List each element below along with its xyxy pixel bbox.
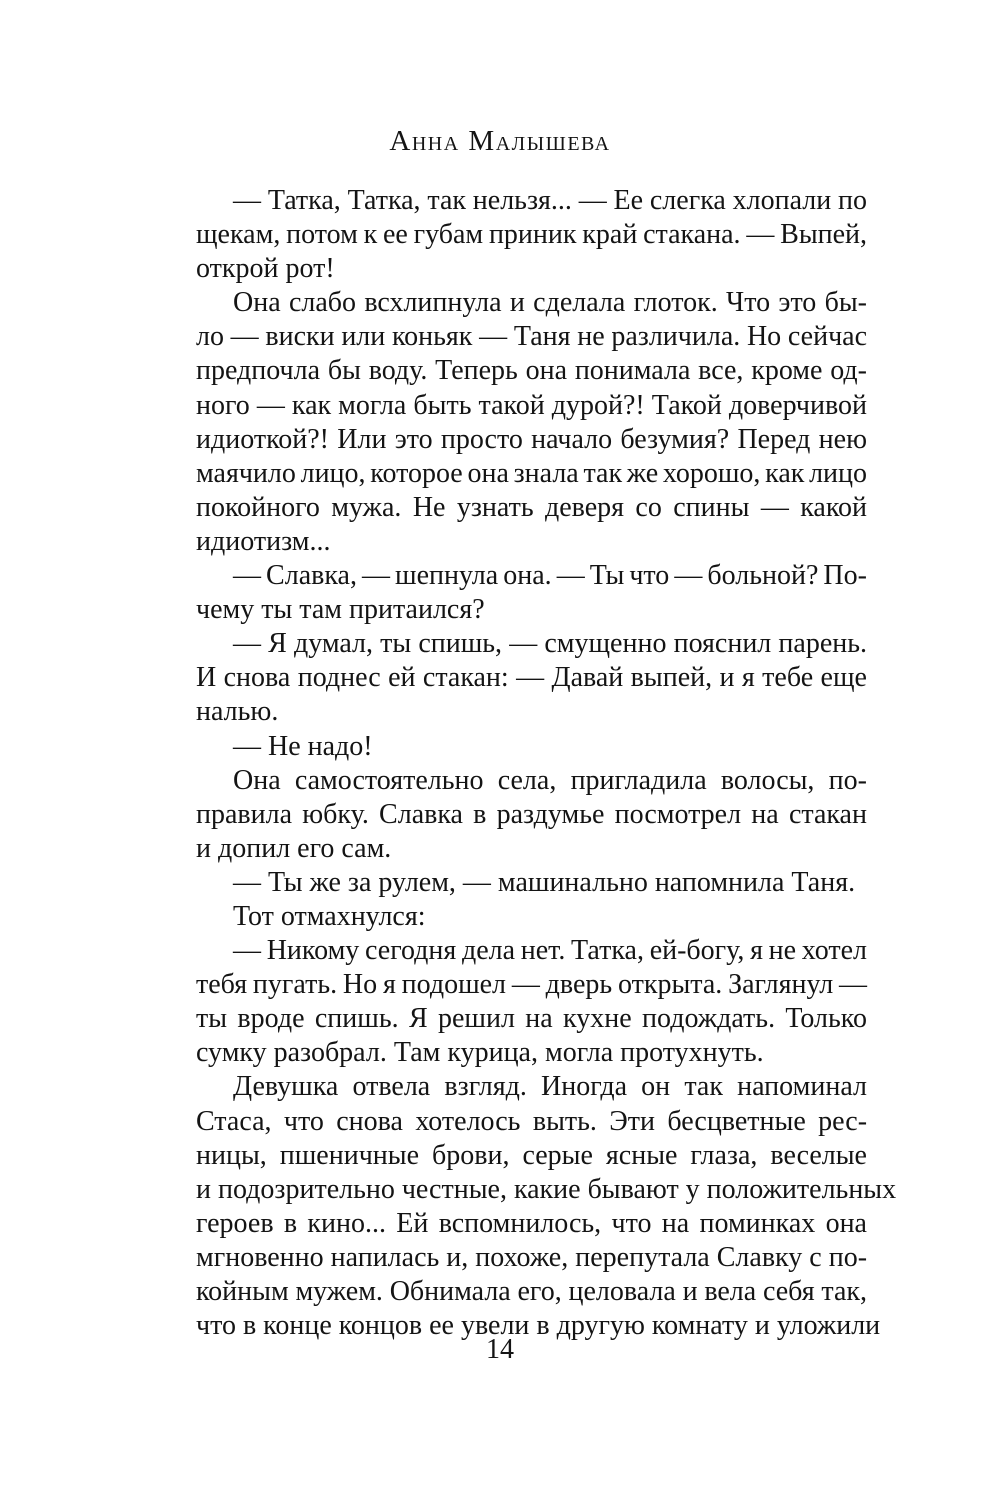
text-line: правила юбку. Славка в раздумье посмотрел на стакан <box>196 798 867 830</box>
text-line: ного — как могла быть такой дурой?! Такой доверчивой <box>196 389 867 421</box>
running-head-author: Анна Малышева <box>389 125 611 157</box>
text-line: — Татка, Татка, так нельзя... — Ее слегка хлопали по <box>233 185 868 216</box>
text-line: — Ты же за рулем, — машинально напомнила Таня. <box>233 866 856 898</box>
text-line: покойного мужа. Не узнать деверя со спины — какой <box>196 491 867 523</box>
text-line: налью. <box>196 696 279 728</box>
text-line: — Я думал, ты спишь, — смущенно пояснил парень. <box>233 628 868 660</box>
text-line: И снова поднес ей стакан: — Давай выпей, и я тебе еще <box>196 662 867 694</box>
text-line: щекам, потом к ее губам приник край стакана. — Выпей, <box>196 219 868 251</box>
text-line: предпочла бы воду. Теперь она понимала все, кроме од- <box>196 355 868 387</box>
text-line: открой рот! <box>196 253 335 285</box>
text-line: идиоткой?! Или это просто начало безумия? Перед нею <box>196 423 867 455</box>
text-line: мгновенно напилась и, похоже, перепутала Славку с по- <box>196 1241 868 1273</box>
text-line: ты вроде спишь. Я решил на кухне подождать. Только <box>196 1003 867 1035</box>
text-line: маячило лицо, которое она знала так же хорошо, как лицо <box>196 457 868 489</box>
body-text <box>196 184 897 1343</box>
text-line: что в конце концов ее увели в другую комнату и уложили <box>196 1310 881 1342</box>
text-line: Девушка отвела взгляд. Иногда он так напоминал <box>233 1071 867 1103</box>
text-line: Она самостоятельно села, пригладила волосы, по- <box>233 764 867 796</box>
text-line: идиотизм... <box>196 525 331 557</box>
text-line: Она слабо всхлипнула и сделала глоток. Что это бы- <box>233 287 867 319</box>
text-line: чему ты там притаился? <box>196 594 485 626</box>
text-line: сумку разобрал. Там курица, могла протухнуть. <box>196 1037 764 1069</box>
text-line: Тот отмахнулся: <box>233 900 426 932</box>
text-line: койным мужем. Обнимала его, целовала и вела себя так, <box>196 1276 867 1307</box>
text-line: тебя пугать. Но я подошел — дверь открыта. Заглянул — <box>196 969 868 1001</box>
text-line: Стаса, что снова хотелось выть. Эти бесцветные рес- <box>196 1105 868 1137</box>
text-line: — Никому сегодня дела нет. Татка, ей-богу, я не хотел <box>233 935 867 967</box>
text-line: и допил его сам. <box>196 832 392 864</box>
text-line: ло — виски или коньяк — Таня не различила. Но сейчас <box>196 321 868 353</box>
text-line: и подозрительно честные, какие бывают у положительных <box>196 1173 897 1205</box>
page-number: 14 <box>486 1334 514 1365</box>
text-line: ницы, пшеничные брови, серые ясные глаза, веселые <box>196 1139 867 1171</box>
text-line: — Славка, — шепнула она. — Ты что — больной? По- <box>233 560 867 592</box>
text-line: героев в кино... Ей вспомнилось, что на поминках она <box>196 1207 867 1239</box>
text-line: — Не надо! <box>233 730 373 762</box>
